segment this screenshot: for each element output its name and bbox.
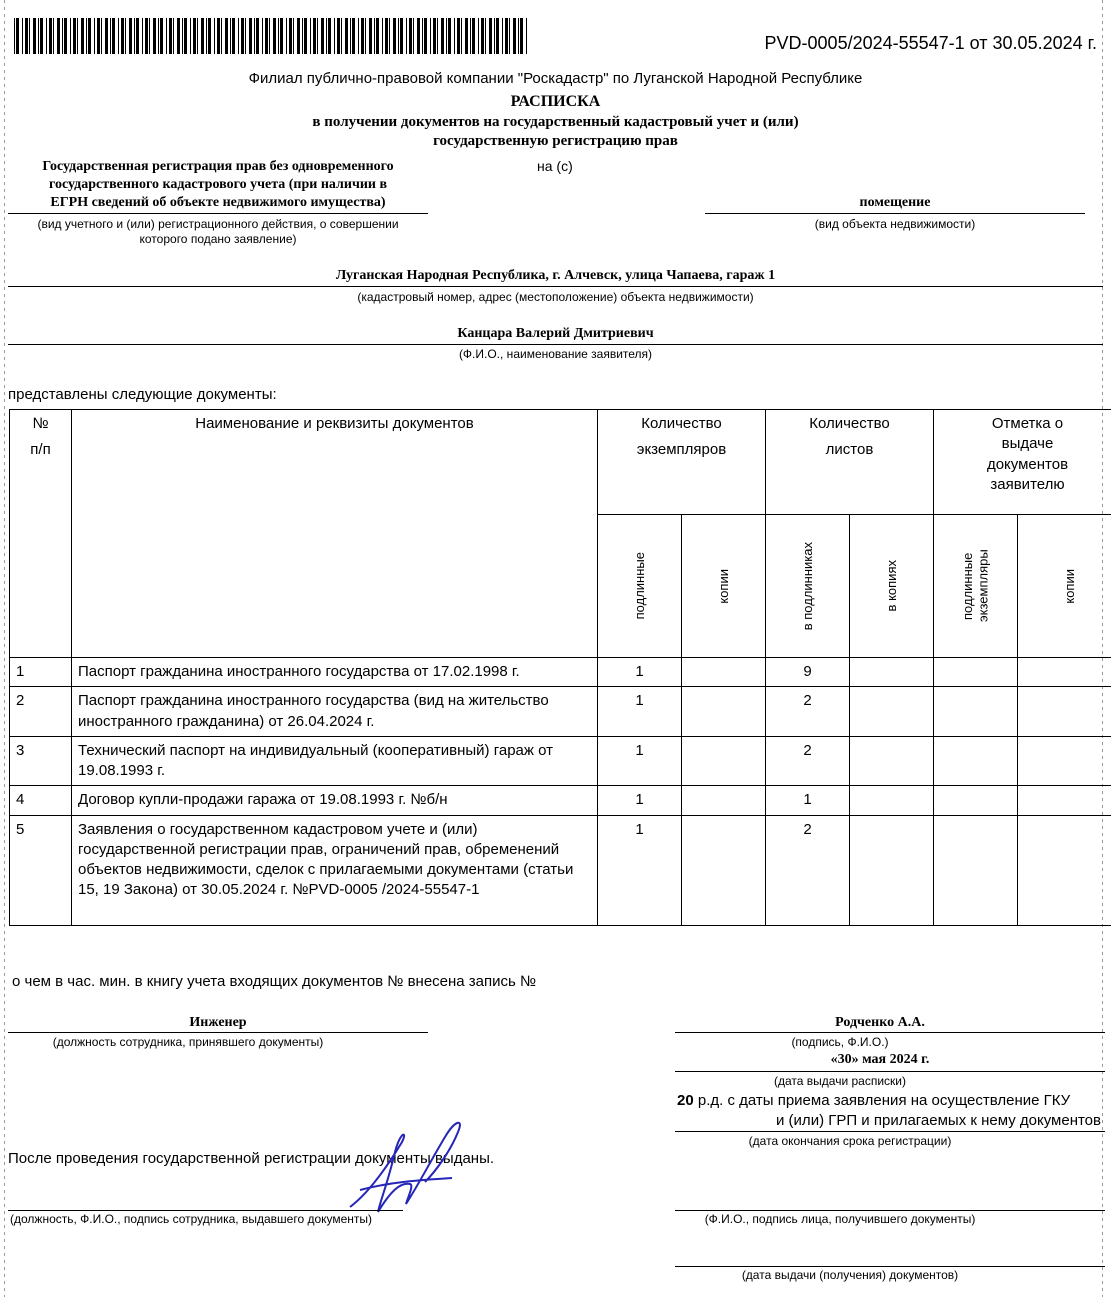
row-sheets-copies	[850, 786, 934, 815]
receipt-date: «30» мая 2024 г.	[830, 1052, 930, 1067]
barcode-bar	[374, 18, 375, 54]
handwritten-signature	[340, 1112, 470, 1224]
term-caption: (дата окончания срока регистрации)	[748, 1134, 952, 1148]
row-issued-copies	[1018, 815, 1111, 925]
barcode-bar	[361, 18, 364, 54]
barcode-bar	[494, 18, 495, 54]
table-row	[10, 736, 1111, 786]
barcode-bar	[112, 18, 115, 54]
header-mark	[934, 410, 1111, 515]
barcode-bar	[241, 18, 244, 54]
header-num-1: №	[32, 415, 49, 432]
barcode-bar	[177, 18, 180, 54]
barcode-bar	[145, 18, 148, 54]
barcode-bar	[385, 18, 388, 54]
row-copies	[682, 736, 766, 786]
barcode-bar	[437, 18, 438, 54]
table-row	[10, 815, 1111, 925]
barcode-bar	[365, 18, 366, 54]
header-sheets-1: Количество	[809, 415, 890, 432]
row-copies	[682, 786, 766, 815]
subheader-cell	[598, 515, 682, 658]
table-header-row	[10, 410, 1111, 515]
row-originals: 1	[598, 658, 682, 687]
term-text-1: р.д. с даты приема заявления на осуществление ГКУ	[697, 1092, 1071, 1109]
barcode-bar	[310, 18, 311, 54]
row-originals: 1	[598, 687, 682, 737]
header-sheets-2: листов	[825, 441, 874, 459]
header-mark-4: заявителю	[990, 475, 1065, 493]
row-number: 3	[10, 736, 72, 786]
issuer-underline	[8, 1210, 403, 1211]
document-subtitle-1: в получении документов на государственный кадастровый учет и (или)	[312, 114, 799, 130]
issue-date-caption: (дата выдачи (получения) документов)	[741, 1268, 959, 1282]
barcode-bar	[77, 18, 78, 54]
document-title: РАСПИСКА	[510, 93, 601, 110]
action-type-line-3: ЕГРН сведений об объекте недвижимого имущества)	[50, 195, 386, 210]
barcode-bar	[57, 18, 60, 54]
row-number: 5	[10, 815, 72, 925]
na-s-label: на (с)	[537, 158, 573, 174]
barcode-bar	[406, 18, 407, 54]
barcode-bar	[201, 18, 204, 54]
barcode-bar	[232, 18, 235, 54]
issue-date-underline	[675, 1266, 1105, 1267]
barcode-bar	[254, 18, 255, 54]
barcode-bar	[149, 18, 150, 54]
row-issued-originals	[934, 687, 1018, 737]
barcode-bar	[505, 18, 508, 54]
barcode-bar	[158, 18, 159, 54]
term-line-1	[677, 1091, 1101, 1111]
subheader-cell	[766, 515, 850, 658]
barcode-bar	[14, 18, 15, 54]
barcode-bar	[345, 18, 348, 54]
row-doc-name: Паспорт гражданина иностранного государства от 17.02.1998 г.	[72, 658, 598, 687]
row-sheets-copies	[850, 736, 934, 786]
barcode-bar	[430, 18, 431, 54]
row-issued-originals	[934, 786, 1018, 815]
action-type-line-2: государственного кадастрового учета (при наличии в	[48, 177, 388, 192]
barcode-bar	[293, 18, 294, 54]
subheader-copies: копии	[715, 568, 731, 604]
subheader-issued-copies: копии	[1061, 568, 1077, 604]
barcode-bar	[350, 18, 351, 54]
document-subtitle-2: государственную регистрацию прав	[433, 133, 678, 149]
barcode-bar	[393, 18, 396, 54]
subheader-cell	[934, 515, 1018, 658]
position-underline	[8, 1032, 428, 1033]
header-num-2: п/п	[30, 441, 51, 459]
applicant-underline	[8, 344, 1103, 345]
barcode-bar	[472, 18, 475, 54]
header-num	[10, 410, 72, 658]
receiver-underline	[675, 1210, 1105, 1211]
header-mark-3: документов	[986, 455, 1069, 473]
barcode-bar	[352, 18, 355, 54]
documents-table	[9, 409, 1111, 926]
barcode-bar	[22, 18, 23, 54]
row-issued-originals	[934, 815, 1018, 925]
row-issued-copies	[1018, 658, 1111, 687]
barcode-bar	[208, 18, 211, 54]
barcode-bar	[317, 18, 318, 54]
action-type-line-1: Государственная регистрация прав без одновременного	[42, 159, 394, 174]
barcode-bar	[101, 18, 102, 54]
barcode-bar	[249, 18, 252, 54]
receipt-date-underline	[675, 1071, 1105, 1072]
row-sheets-originals: 2	[766, 815, 850, 925]
barcode-bar	[53, 18, 54, 54]
term-underline	[675, 1131, 1105, 1132]
row-copies	[682, 687, 766, 737]
header-sheets	[766, 410, 934, 515]
header-doc-name: Наименование и реквизиты документов	[72, 410, 598, 658]
row-sheets-originals: 1	[766, 786, 850, 815]
row-issued-copies	[1018, 786, 1111, 815]
action-type-caption	[8, 217, 428, 247]
row-sheets-originals: 2	[766, 736, 850, 786]
barcode-bar	[64, 18, 67, 54]
barcode-bar	[470, 18, 471, 54]
barcode-bar	[433, 18, 436, 54]
barcode-bar	[496, 18, 499, 54]
barcode-bar	[105, 18, 108, 54]
barcode-bar	[134, 18, 135, 54]
record-line: о чем в час. мин. в книгу учета входящих документов № внесена запись №	[12, 973, 537, 990]
subheader-cell	[850, 515, 934, 658]
signer-caption: (подпись, Ф.И.О.)	[791, 1035, 889, 1049]
barcode-bar	[304, 18, 307, 54]
row-doc-name: Договор купли-продажи гаража от 19.08.1993 г. №б/н	[72, 786, 598, 815]
barcode-bar	[413, 18, 414, 54]
scan-edge-left	[4, 0, 5, 1297]
row-copies	[682, 815, 766, 925]
barcode-bar	[129, 18, 132, 54]
barcode-bar	[417, 18, 420, 54]
barcode-bar	[190, 18, 191, 54]
barcode-bar	[448, 18, 451, 54]
barcode-bar	[398, 18, 399, 54]
barcode-bar	[478, 18, 479, 54]
barcode-bar	[206, 18, 207, 54]
barcode-bar	[273, 18, 276, 54]
row-issued-copies	[1018, 687, 1111, 737]
documents-intro: представлены следующие документы:	[8, 386, 277, 403]
term-text-2: и (или) ГРП и прилагаемых к нему документов	[776, 1112, 1101, 1129]
object-address: Луганская Народная Республика, г. Алчевск, улица Чапаева, гараж 1	[335, 268, 776, 283]
barcode-bar	[422, 18, 423, 54]
barcode-bar	[136, 18, 139, 54]
barcode-bar	[70, 18, 71, 54]
barcode-bar	[454, 18, 455, 54]
barcode-bar	[110, 18, 111, 54]
barcode-bar	[400, 18, 403, 54]
subheader-originals: подлинные	[631, 552, 647, 620]
term-number: 20	[677, 1092, 694, 1109]
row-doc-name: Паспорт гражданина иностранного государства (вид на жительство иностранного гражданина) от 26.04.2024 г.	[72, 687, 598, 737]
address-underline	[8, 286, 1103, 287]
table-row	[10, 658, 1111, 687]
row-originals: 1	[598, 736, 682, 786]
barcode	[14, 18, 529, 54]
barcode-bar	[341, 18, 342, 54]
action-type	[8, 158, 428, 212]
barcode-bar	[286, 18, 287, 54]
barcode-bar	[214, 18, 215, 54]
subheader-sheets-originals: в подлинниках	[799, 541, 815, 631]
barcode-bar	[297, 18, 300, 54]
barcode-bar	[245, 18, 246, 54]
action-type-underline	[8, 213, 428, 214]
barcode-bar	[502, 18, 503, 54]
term-block	[677, 1091, 1101, 1131]
barcode-bar	[33, 18, 36, 54]
barcode-bar	[225, 18, 228, 54]
barcode-bar	[369, 18, 372, 54]
barcode-bar	[441, 18, 444, 54]
row-sheets-copies	[850, 815, 934, 925]
barcode-bar	[457, 18, 460, 54]
row-sheets-copies	[850, 658, 934, 687]
barcode-bar	[94, 18, 95, 54]
document-number: PVD-0005/2024-55547-1 от 30.05.2024 г.	[764, 33, 1097, 53]
barcode-bar	[302, 18, 303, 54]
subheader-cell	[1018, 515, 1111, 658]
row-issued-originals	[934, 736, 1018, 786]
barcode-bar	[313, 18, 316, 54]
row-number: 2	[10, 687, 72, 737]
barcode-bar	[184, 18, 187, 54]
row-originals: 1	[598, 786, 682, 815]
signer-underline	[675, 1032, 1105, 1033]
barcode-bar	[382, 18, 383, 54]
header-mark-1: Отметка о	[991, 415, 1064, 432]
barcode-bar	[280, 18, 283, 54]
barcode-bar	[217, 18, 220, 54]
barcode-bar	[446, 18, 447, 54]
issuer-caption: (должность, Ф.И.О., подпись сотрудника, выдавшего документы)	[10, 1212, 373, 1226]
barcode-bar	[197, 18, 198, 54]
barcode-bar	[173, 18, 174, 54]
row-issued-originals	[934, 658, 1018, 687]
barcode-bar	[238, 18, 239, 54]
row-doc-name: Заявления о государственном кадастровом учете и (или) государственной регистрации прав, ограничений прав, обременений объектов недвижимости, сделок с прилагаемыми документами (статьи 15, 19 Закона) от 30.05.2024 г. №PVD-0005 /2024-55547-1	[72, 815, 598, 925]
barcode-bar	[40, 18, 43, 54]
barcode-bar	[389, 18, 390, 54]
barcode-bar	[160, 18, 163, 54]
barcode-bar	[125, 18, 126, 54]
barcode-bar	[269, 18, 270, 54]
barcode-bar	[328, 18, 331, 54]
table-row	[10, 687, 1111, 737]
row-doc-name: Технический паспорт на индивидуальный (кооперативный) гараж от 19.08.1993 г.	[72, 736, 598, 786]
barcode-bar	[358, 18, 359, 54]
barcode-bar	[88, 18, 91, 54]
row-sheets-copies	[850, 687, 934, 737]
barcode-bar	[193, 18, 196, 54]
barcode-bar	[461, 18, 462, 54]
barcode-bar	[46, 18, 47, 54]
barcode-bar	[289, 18, 292, 54]
header-copies-2: экземпляров	[636, 441, 727, 459]
barcode-bar	[221, 18, 222, 54]
barcode-bar	[62, 18, 63, 54]
barcode-bar	[509, 18, 510, 54]
barcode-bar	[16, 18, 19, 54]
barcode-bar	[169, 18, 172, 54]
header-copies	[598, 410, 766, 515]
barcode-bar	[265, 18, 268, 54]
header-mark-2: выдаче	[1001, 435, 1054, 453]
receipt-date-caption: (дата выдачи расписки)	[774, 1074, 906, 1088]
applicant-name: Канцара Валерий Дмитриевич	[457, 326, 654, 341]
barcode-bar	[49, 18, 52, 54]
position: Инженер	[189, 1015, 247, 1030]
barcode-bar	[337, 18, 340, 54]
address-caption: (кадастровый номер, адрес (местоположение) объекта недвижимости)	[357, 290, 754, 304]
barcode-bar	[121, 18, 124, 54]
barcode-bar	[166, 18, 167, 54]
row-issued-copies	[1018, 736, 1111, 786]
table-row	[10, 786, 1111, 815]
barcode-bar	[262, 18, 263, 54]
barcode-bar	[230, 18, 231, 54]
position-caption: (должность сотрудника, принявшего документы)	[52, 1035, 324, 1049]
barcode-bar	[489, 18, 492, 54]
action-type-caption-1: (вид учетного и (или) регистрационного действия, о совершении	[37, 217, 399, 231]
barcode-bar	[326, 18, 327, 54]
row-copies	[682, 658, 766, 687]
barcode-bar	[481, 18, 484, 54]
receiver-caption: (Ф.И.О., подпись лица, получившего документы)	[704, 1212, 976, 1226]
barcode-bar	[278, 18, 279, 54]
action-type-caption-2: которого подано заявление)	[139, 232, 297, 246]
barcode-bar	[25, 18, 28, 54]
barcode-bar	[182, 18, 183, 54]
header-copies-1: Количество	[641, 415, 722, 432]
subheader-sheets-copies: в копиях	[883, 560, 899, 612]
barcode-bar	[142, 18, 143, 54]
barcode-bar	[376, 18, 379, 54]
barcode-bar	[526, 18, 527, 54]
barcode-bar	[518, 18, 519, 54]
row-sheets-originals: 9	[766, 658, 850, 687]
row-sheets-originals: 2	[766, 687, 850, 737]
barcode-bar	[29, 18, 30, 54]
barcode-bar	[153, 18, 156, 54]
barcode-bar	[424, 18, 427, 54]
barcode-bar	[409, 18, 412, 54]
subheader-cell	[682, 515, 766, 658]
row-originals: 1	[598, 815, 682, 925]
row-number: 1	[10, 658, 72, 687]
object-type-underline	[705, 213, 1085, 214]
barcode-bar	[321, 18, 324, 54]
organization-name: Филиал публично-правовой компании "Роскадастр" по Луганской Народной Республике	[248, 70, 863, 87]
barcode-bar	[465, 18, 468, 54]
subheader-issued-originals: подлинные экземпляры	[959, 549, 991, 623]
object-type: помещение	[859, 195, 931, 210]
barcode-bar	[118, 18, 119, 54]
barcode-bar	[513, 18, 516, 54]
barcode-bar	[334, 18, 335, 54]
barcode-bar	[73, 18, 76, 54]
issued-statement: После проведения государственной регистрации документы выданы.	[8, 1150, 495, 1167]
applicant-caption: (Ф.И.О., наименование заявителя)	[458, 347, 653, 361]
barcode-bar	[520, 18, 523, 54]
row-number: 4	[10, 786, 72, 815]
barcode-bar	[97, 18, 100, 54]
signer-name: Родченко А.А.	[835, 1015, 925, 1030]
barcode-bar	[485, 18, 486, 54]
barcode-bar	[38, 18, 39, 54]
object-type-caption: (вид объекта недвижимости)	[814, 217, 976, 231]
barcode-bar	[256, 18, 259, 54]
barcode-bar	[81, 18, 84, 54]
barcode-bar	[86, 18, 87, 54]
